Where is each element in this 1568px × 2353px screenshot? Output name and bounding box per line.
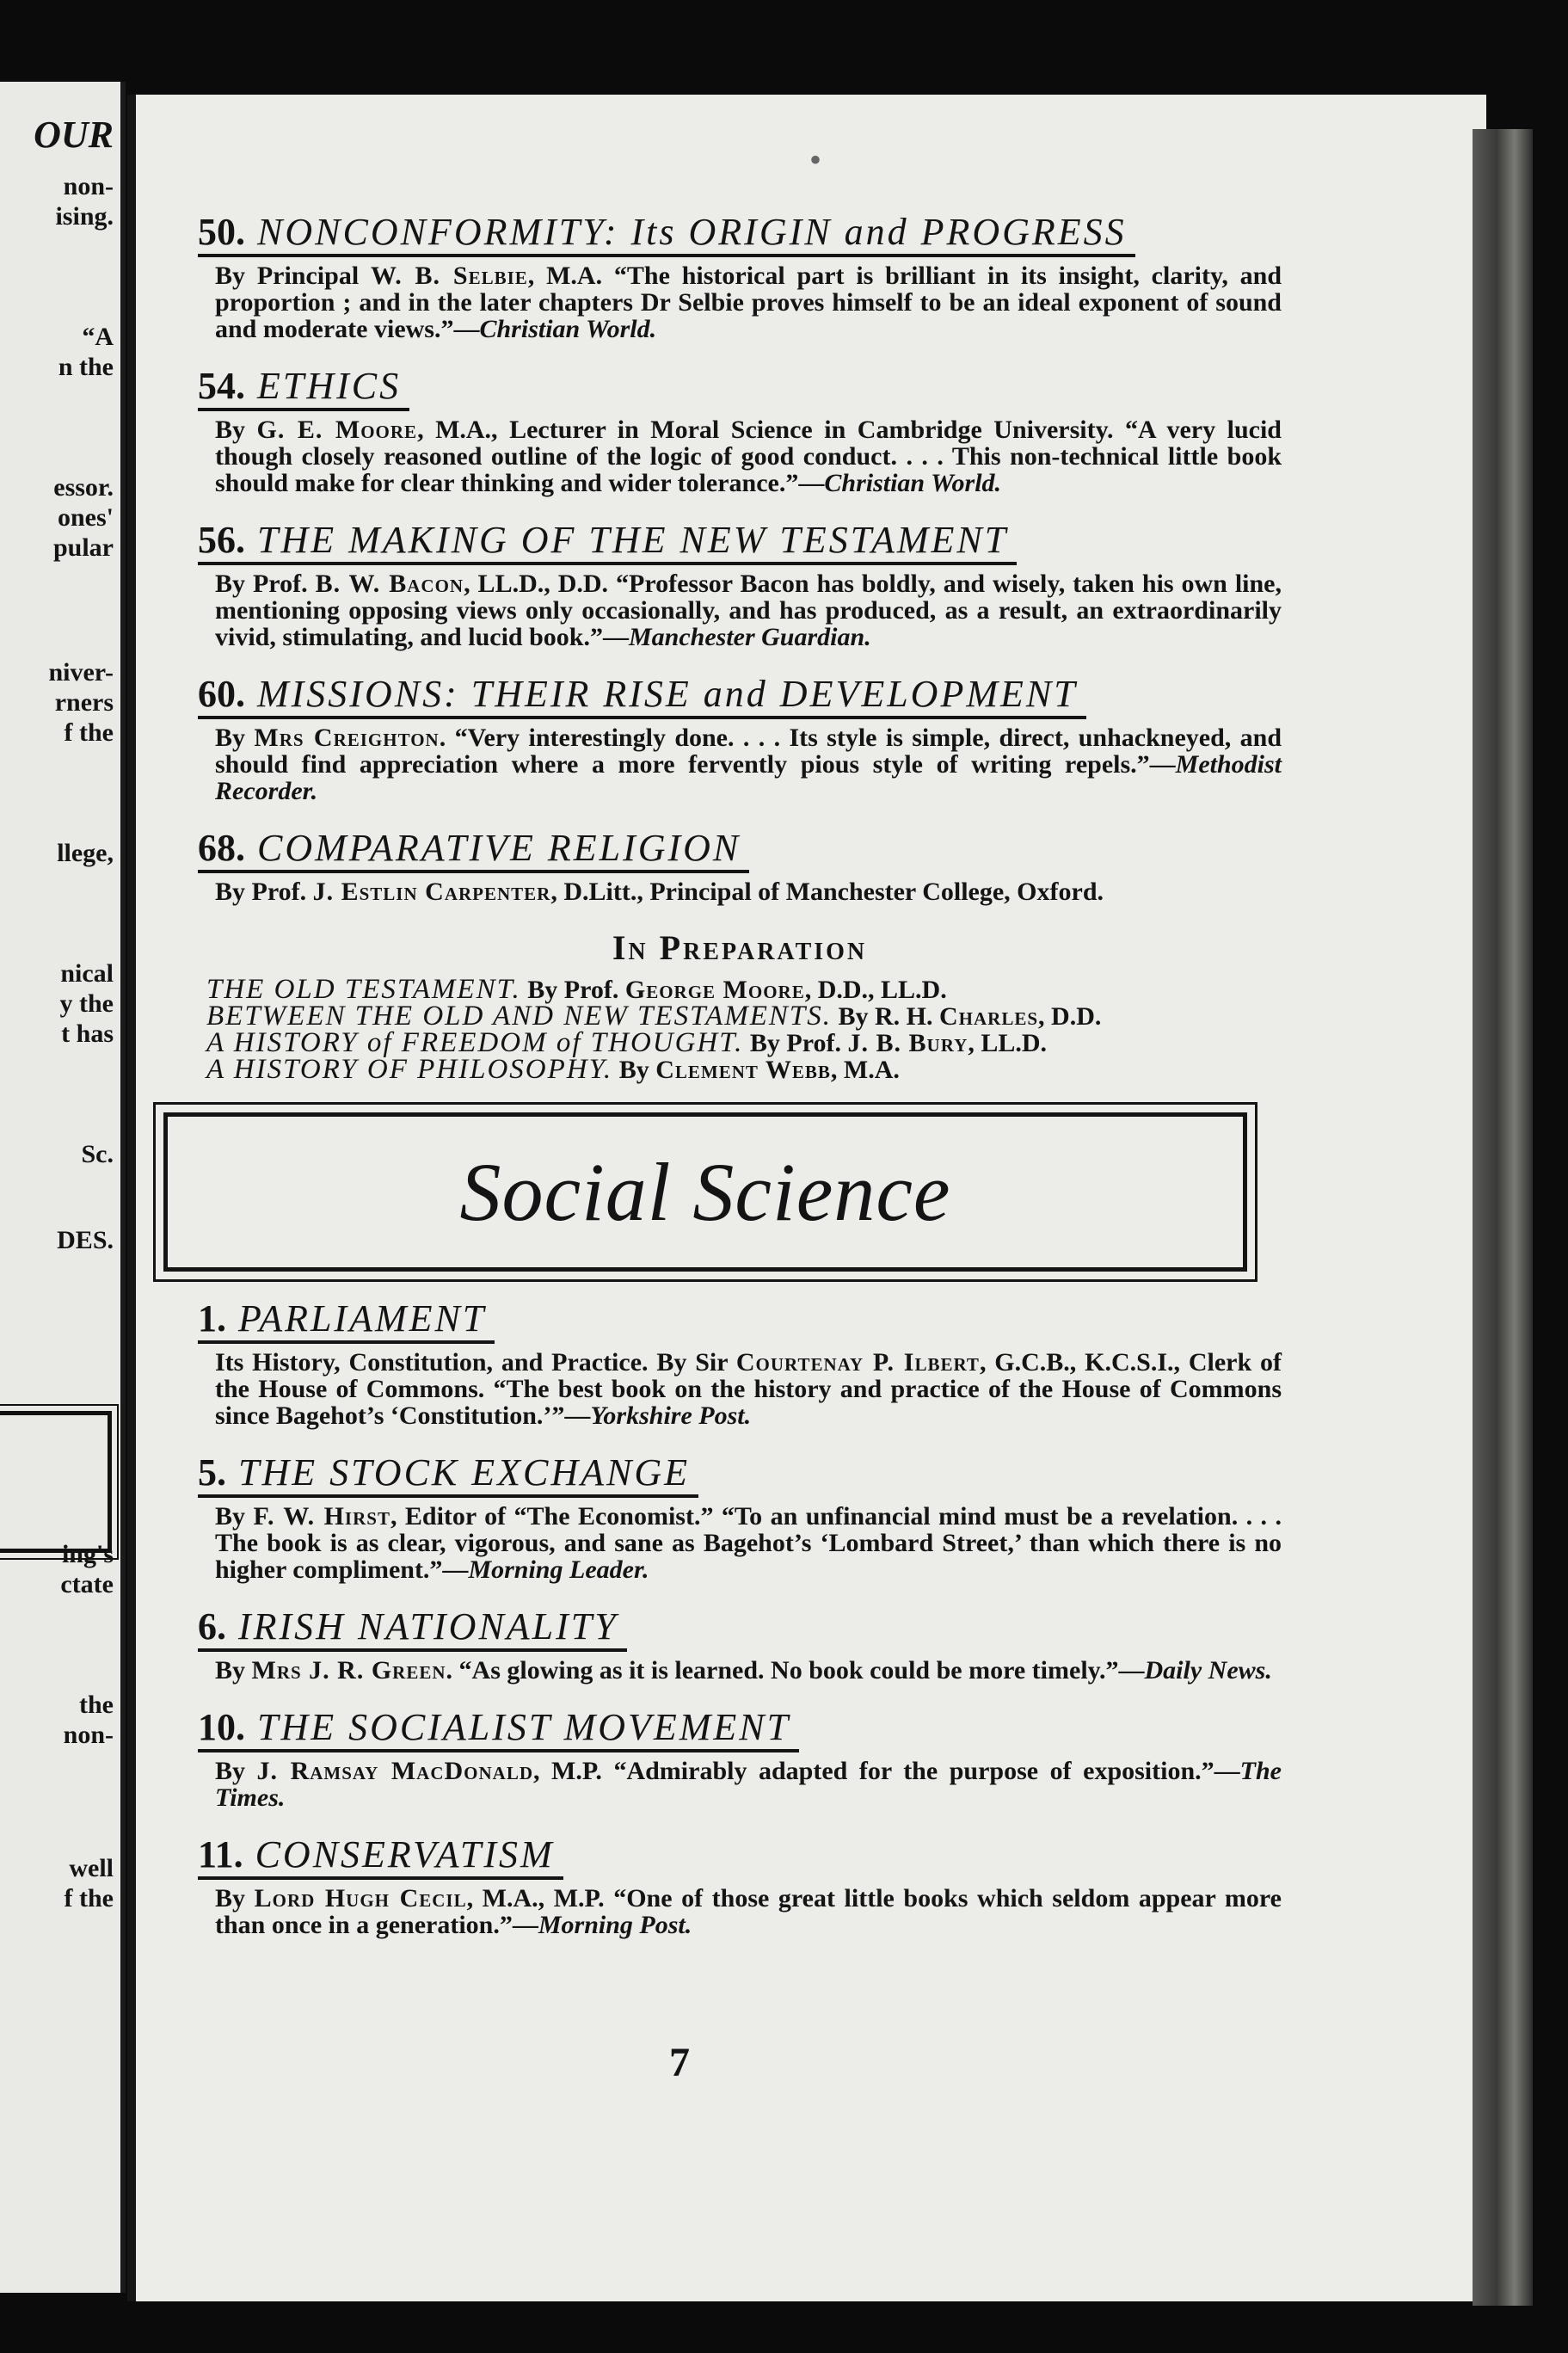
book-entry [198, 519, 1282, 650]
entry-title-text: NONCONFORMITY: Its ORIGIN and PROGRESS [257, 211, 1127, 253]
entry-title [198, 1706, 799, 1752]
left-page-text-fragment: llege, [57, 839, 114, 867]
left-page-text-fragment: n the [58, 353, 114, 381]
left-page-text-fragment: non- [63, 172, 114, 200]
book-entry [198, 1297, 1282, 1429]
entry-author: W. B. Selbie [370, 262, 528, 290]
entry-author: F. W. Hirst [253, 1502, 390, 1531]
entry-title [198, 519, 1017, 565]
entry-description [215, 1503, 1282, 1583]
entry-title [198, 827, 749, 873]
entry-description [215, 1885, 1282, 1938]
entry-title [198, 673, 1086, 719]
preparation-by: By Prof. [520, 976, 625, 1004]
entry-description [215, 1657, 1282, 1684]
book-entry [198, 1605, 1282, 1684]
preparation-item [206, 976, 1282, 1003]
left-page-text-fragment: pular [52, 533, 114, 562]
entry-description [215, 570, 1282, 650]
entry-by: By [215, 1757, 257, 1785]
entry-by: By Prof. [215, 878, 313, 906]
entry-author: B. W. Bacon [315, 570, 464, 598]
entry-review-source: Daily News. [1144, 1656, 1272, 1685]
entry-review: , D.Litt., Principal of Manchester College, Oxford. [550, 878, 1104, 906]
book-entry [198, 1833, 1282, 1938]
entry-description [215, 416, 1282, 496]
left-page-text-fragment: Sc. [81, 1140, 114, 1168]
book-entry [198, 1451, 1282, 1583]
entry-review-source: Christian World. [824, 469, 1002, 497]
entry-number: 1. [198, 1297, 226, 1340]
left-page-box [0, 1411, 112, 1553]
entry-review: , M.A. “The historical part is brilliant in its insight, clarity, and proportion ; and in the later chapters Dr Selbie proves himself to be an ideal exponent of sound and moderate views.”— [215, 262, 1282, 343]
entry-by: By [215, 1656, 252, 1685]
entry-author: Lord Hugh Cecil [254, 1884, 467, 1913]
page-content [198, 211, 1282, 1961]
entry-number: 60. [198, 673, 245, 715]
entry-number: 56. [198, 519, 245, 561]
left-page-text-fragment: niver- [48, 658, 114, 687]
preparation-item [206, 1027, 1282, 1058]
entry-title [198, 1605, 627, 1652]
preparation-item [206, 1056, 1282, 1083]
left-page-text-fragment: ing's [61, 1540, 114, 1568]
entry-author: J. Ramsay MacDonald [256, 1757, 533, 1785]
left-page-text-fragment: y the [59, 989, 114, 1018]
preparation-item [206, 1003, 1282, 1030]
preparation-credentials: , LL.D. [968, 1029, 1047, 1057]
section-heading-box [163, 1112, 1247, 1272]
entry-title [198, 1297, 495, 1344]
social-science-entries [198, 1297, 1282, 1938]
entry-title-text: THE SOCIALIST MOVEMENT [257, 1706, 791, 1748]
preparation-author: J. B. Bury [847, 1029, 968, 1057]
left-page-text-fragment: t has [61, 1019, 114, 1048]
entry-author: Mrs Creighton [254, 724, 440, 752]
left-page-text-fragment: nical [60, 959, 114, 988]
preparation-title: BETWEEN THE OLD AND NEW TESTAMENTS. [206, 1001, 832, 1032]
left-page-fragment [0, 82, 126, 2293]
entry-by: By Prof. [215, 570, 316, 598]
preparation-by: By R. H. [832, 1002, 940, 1031]
left-page-text-fragment: ones' [57, 503, 114, 532]
entry-number: 11. [198, 1833, 243, 1876]
entry-title [198, 365, 409, 411]
entry-review: , Editor of “The Economist.” “To an unfinancial mind must be a revelation. . . . The book is as clear, vigorous, and sane as Bagehot’s ‘Lombard Street,’ than which there is no higher compliment.”— [215, 1502, 1282, 1584]
entry-number: 50. [198, 211, 245, 253]
preparation-title: A HISTORY of FREEDOM of THOUGHT. [206, 1027, 744, 1058]
entry-review-source: Methodist Recorder. [215, 750, 1282, 805]
entry-title [198, 1833, 563, 1880]
entry-title-text: CONSERVATISM [255, 1833, 555, 1876]
entry-title-text: MISSIONS: THEIR RISE and DEVELOPMENT [257, 673, 1078, 715]
entry-review-source: The Times. [215, 1757, 1282, 1812]
entry-author: G. E. Moore [256, 416, 418, 444]
book-entry [198, 673, 1282, 804]
entry-by: By [215, 1884, 255, 1913]
book-entry [198, 827, 1282, 905]
entry-number: 5. [198, 1451, 226, 1494]
left-page-text-fragment: DES. [57, 1226, 114, 1254]
entry-review-source: Morning Post. [538, 1911, 692, 1939]
entry-author: Courtenay P. Ilbert [735, 1348, 980, 1377]
left-page-text-fragment: essor. [53, 473, 114, 502]
preparation-title: THE OLD TESTAMENT. [206, 974, 521, 1005]
preparation-author: Charles [939, 1002, 1039, 1031]
left-page-text-fragment: “A [82, 323, 114, 351]
book-entry [198, 1706, 1282, 1811]
entry-author: Mrs J. R. Green [251, 1656, 446, 1685]
entry-title-text: PARLIAMENT [238, 1297, 487, 1340]
entry-title-text: IRISH NATIONALITY [238, 1605, 618, 1648]
religion-entries [198, 211, 1282, 905]
in-preparation-list [198, 976, 1282, 1083]
entry-description [215, 1758, 1282, 1811]
left-page-text-fragment: OUR [34, 114, 114, 156]
entry-title-text: COMPARATIVE RELIGION [257, 827, 741, 869]
entry-by: By [215, 724, 255, 752]
entry-title-text: ETHICS [257, 365, 402, 407]
entry-description [215, 724, 1282, 804]
entry-by: By Principal [215, 262, 371, 290]
in-preparation-heading: In Preparation [612, 928, 868, 967]
entry-description [215, 262, 1282, 342]
left-page-text-fragment: ising. [55, 202, 114, 231]
entry-title-text: THE MAKING OF THE NEW TESTAMENT [257, 519, 1009, 561]
left-page-text-fragment: well [69, 1854, 114, 1882]
entry-review-source: Christian World. [479, 315, 657, 343]
entry-title [198, 1451, 698, 1498]
entry-by: By [215, 416, 257, 444]
preparation-author: Clement Webb [655, 1056, 831, 1084]
book-entry [198, 211, 1282, 342]
preparation-credentials: , D.D. [1038, 1002, 1102, 1031]
preparation-title: A HISTORY OF PHILOSOPHY. [206, 1054, 613, 1085]
left-page-text-fragment: rners [54, 688, 114, 717]
left-page-text-fragment: f the [64, 718, 114, 747]
entry-title-text: THE STOCK EXCHANGE [238, 1451, 691, 1494]
book-entry [198, 365, 1282, 496]
section-heading: Social Science [459, 1146, 951, 1238]
entry-number: 54. [198, 365, 245, 407]
entry-review: , M.A., M.P. “One of those great little books which seldom appear more than once in a generation.”— [215, 1884, 1282, 1939]
entry-review: . “As glowing as it is learned. No book could be more timely.”— [446, 1656, 1145, 1685]
entry-review: , G.C.B., K.C.S.I., Clerk of the House of Commons. “The best book on the history and practice of the House of Commons since Bagehot’s ‘Constitution.’”— [215, 1348, 1282, 1430]
preparation-by: By Prof. [743, 1029, 848, 1057]
smudge-mark: • [809, 140, 822, 179]
left-page-text-fragment: the [79, 1691, 114, 1719]
entry-review: , M.A., Lecturer in Moral Science in Cambridge University. “A very lucid though closely reasoned outline of the logic of good conduct. . . . This non-technical little book should make for clear thinking and wider tolerance.”— [215, 416, 1282, 497]
page-edge-shadow [1473, 129, 1533, 2306]
preparation-credentials: , D.D., LL.D. [804, 976, 947, 1004]
left-page-text-fragment: ctate [60, 1570, 114, 1598]
entry-by: By [215, 1502, 254, 1531]
entry-number: 6. [198, 1605, 226, 1648]
entry-number: 10. [198, 1706, 245, 1748]
entry-description [215, 878, 1282, 905]
entry-by: Its History, Constitution, and Practice. By Sir [215, 1348, 736, 1377]
entry-description [215, 1349, 1282, 1429]
entry-review-source: Yorkshire Post. [590, 1401, 752, 1430]
left-page-text-fragment: non- [63, 1721, 114, 1749]
entry-number: 68. [198, 827, 245, 869]
entry-review: , LL.D., D.D. “Professor Bacon has boldly, and wisely, taken his own line, mentioning opposing views only occasionally, and has produced, as a result, an extraordinarily vivid, stimulating, and lucid book.”— [215, 570, 1282, 651]
entry-review: , M.P. “Admirably adapted for the purpose of exposition.”— [533, 1757, 1240, 1785]
page-number: 7 [669, 2040, 690, 2085]
entry-review-source: Manchester Guardian. [628, 623, 871, 651]
entry-title [198, 211, 1135, 257]
entry-review: . “Very interestingly done. . . . Its style is simple, direct, unhackneyed, and should find appreciation where a more fervently pious style of writing repels.”— [215, 724, 1282, 779]
entry-author: J. Estlin Carpenter [312, 878, 551, 906]
entry-review-source: Morning Leader. [468, 1555, 649, 1584]
preparation-credentials: , M.A. [830, 1056, 900, 1084]
preparation-author: George Moore [624, 976, 805, 1004]
preparation-by: By [612, 1056, 656, 1084]
left-page-text-fragment: f the [64, 1884, 114, 1913]
